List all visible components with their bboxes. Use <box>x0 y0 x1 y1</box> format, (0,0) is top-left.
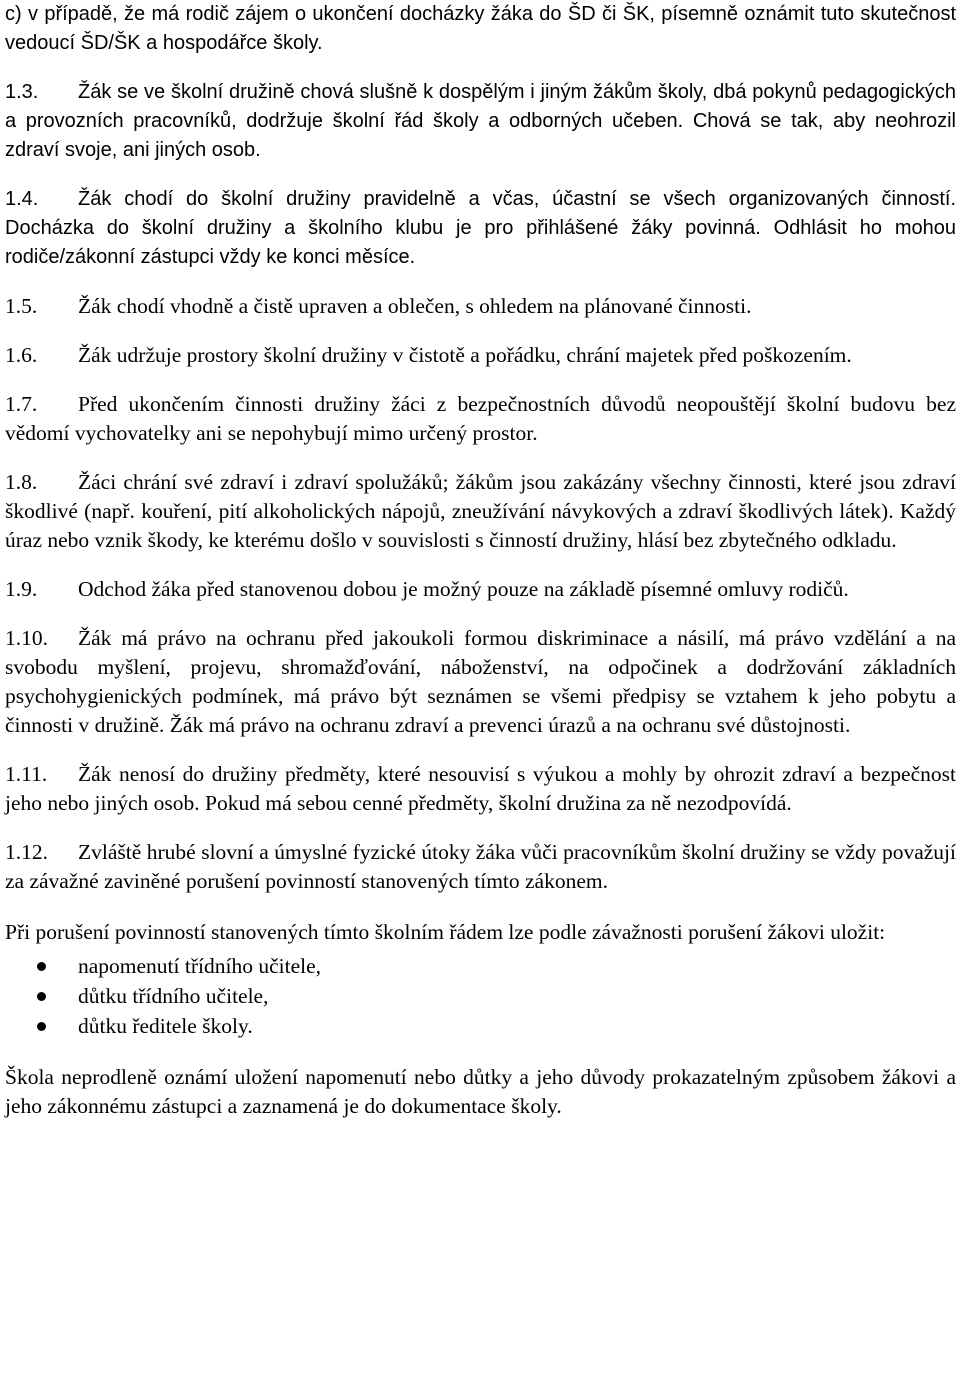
penalties-list <box>5 951 956 1041</box>
paragraph-1-7 <box>5 390 956 448</box>
document-page <box>5 0 956 1121</box>
paragraph-number: 1.12. <box>5 840 48 864</box>
paragraph-number: 1.10. <box>5 626 48 650</box>
paragraph-1-9 <box>5 575 956 604</box>
paragraph-number: 1.4. <box>5 188 39 210</box>
paragraph-text: c) v případě, že má rodič zájem o ukončení docházky žáka do ŠD či ŠK, písemně oznámit tuto skutečnost vedoucí ŠD/ŠK a hospodářce školy. <box>5 3 956 54</box>
paragraph-number: 1.8. <box>5 470 38 494</box>
penalties-intro: Při porušení povinností stanovených tímto školním řádem lze podle závažnosti porušení žákovi uložit: <box>5 920 886 944</box>
paragraph-text: Odchod žáka před stanovenou dobou je možný pouze na základě písemné omluvy rodičů. <box>78 577 849 601</box>
paragraph-1-10 <box>5 624 956 740</box>
paragraph-1-6 <box>5 341 956 370</box>
paragraph-number: 1.6. <box>5 343 38 367</box>
paragraph-number: 1.11. <box>5 762 48 786</box>
paragraph-text: Žák má právo na ochranu před jakoukoli formou diskriminace a násilí, má právo vzdělání a na svobodu myšlení, projevu, shromažďování, náboženství, na odpočinek a dodržování základních psychohygienických podmínek, má právo být seznámen se všemi předpisy se vztahem k jeho pobytu a činnosti v družině. Žák má právo na ochranu zdraví a prevenci úrazů a na ochranu své důstojnosti. <box>5 626 956 737</box>
paragraph-text: Žák nenosí do družiny předměty, které nesouvisí s výukou a mohly by ohrozit zdraví a bezpečnost jeho nebo jiných osob. Pokud má sebou cenné předměty, školní družina za ně nezodpovídá. <box>5 762 956 815</box>
paragraph-text: Zvláště hrubé slovní a úmyslné fyzické útoky žáka vůči pracovníkům školní družiny se vždy považují za závažné zaviněné porušení povinností stanovených tímto zákonem. <box>5 840 956 893</box>
bullet-icon <box>37 962 46 971</box>
paragraph-number: 1.9. <box>5 577 38 601</box>
bullet-icon <box>37 992 46 1001</box>
paragraph-text: Žáci chrání své zdraví i zdraví spolužáků; žákům jsou zakázány všechny činnosti, které jsou zdraví škodlivé (např. kouření, pití alkoholických nápojů, zneužívání návykových a zdraví škodlivých látek). Každý úraz nebo vznik škody, ke kterému došlo v souvislosti s činností družiny, hlásí bez zbytečného odkladu. <box>5 470 956 552</box>
paragraph-text: Žák udržuje prostory školní družiny v čistotě a pořádku, chrání majetek před poškozením. <box>78 343 852 367</box>
paragraph-1-12 <box>5 838 956 896</box>
paragraph-text: Před ukončením činnosti družiny žáci z bezpečnostních důvodů neopouštějí školní budovu bez vědomí vychovatelky ani se nepohybují mimo určený prostor. <box>5 392 956 445</box>
list-item-text: důtku třídního učitele, <box>78 984 269 1008</box>
bullet-icon <box>37 1022 46 1031</box>
list-item <box>5 1011 956 1041</box>
paragraph-1-3 <box>5 78 956 165</box>
paragraph-number: 1.7. <box>5 392 38 416</box>
list-item <box>5 951 956 981</box>
paragraph-text: Žák chodí do školní družiny pravidelně a včas, účastní se všech organizovaných činností. Docházka do školní družiny a školního klubu je pro přihlášené žáky povinná. Odhlásit ho mohou rodiče/zákonní zástupci vždy ke konci měsíce. <box>5 188 956 268</box>
paragraph-1-11 <box>5 760 956 818</box>
paragraph-1-4 <box>5 185 956 272</box>
paragraph-number: 1.5. <box>5 294 38 318</box>
paragraph-c <box>5 0 956 58</box>
list-item-text: důtku ředitele školy. <box>78 1014 253 1038</box>
paragraph-text: Žák se ve školní družině chová slušně k dospělým i jiným žákům školy, dbá pokynů pedagogických a provozních pracovníků, dodržuje školní řád školy a odborných učeben. Chová se tak, aby neohrozil zdraví svoje, ani jiných osob. <box>5 81 956 161</box>
list-item <box>5 981 956 1011</box>
paragraph-1-5 <box>5 292 956 321</box>
paragraph-text: Žák chodí vhodně a čistě upraven a oblečen, s ohledem na plánované činnosti. <box>78 294 752 318</box>
paragraph-1-8 <box>5 468 956 555</box>
closing-paragraph: Škola neprodleně oznámí uložení napomenutí nebo důtky a jeho důvody prokazatelným způsobem žákovi a jeho zákonnému zástupci a zaznamená je do dokumentace školy. <box>5 1065 956 1118</box>
paragraph-number: 1.3. <box>5 81 39 103</box>
list-item-text: napomenutí třídního učitele, <box>78 954 322 978</box>
